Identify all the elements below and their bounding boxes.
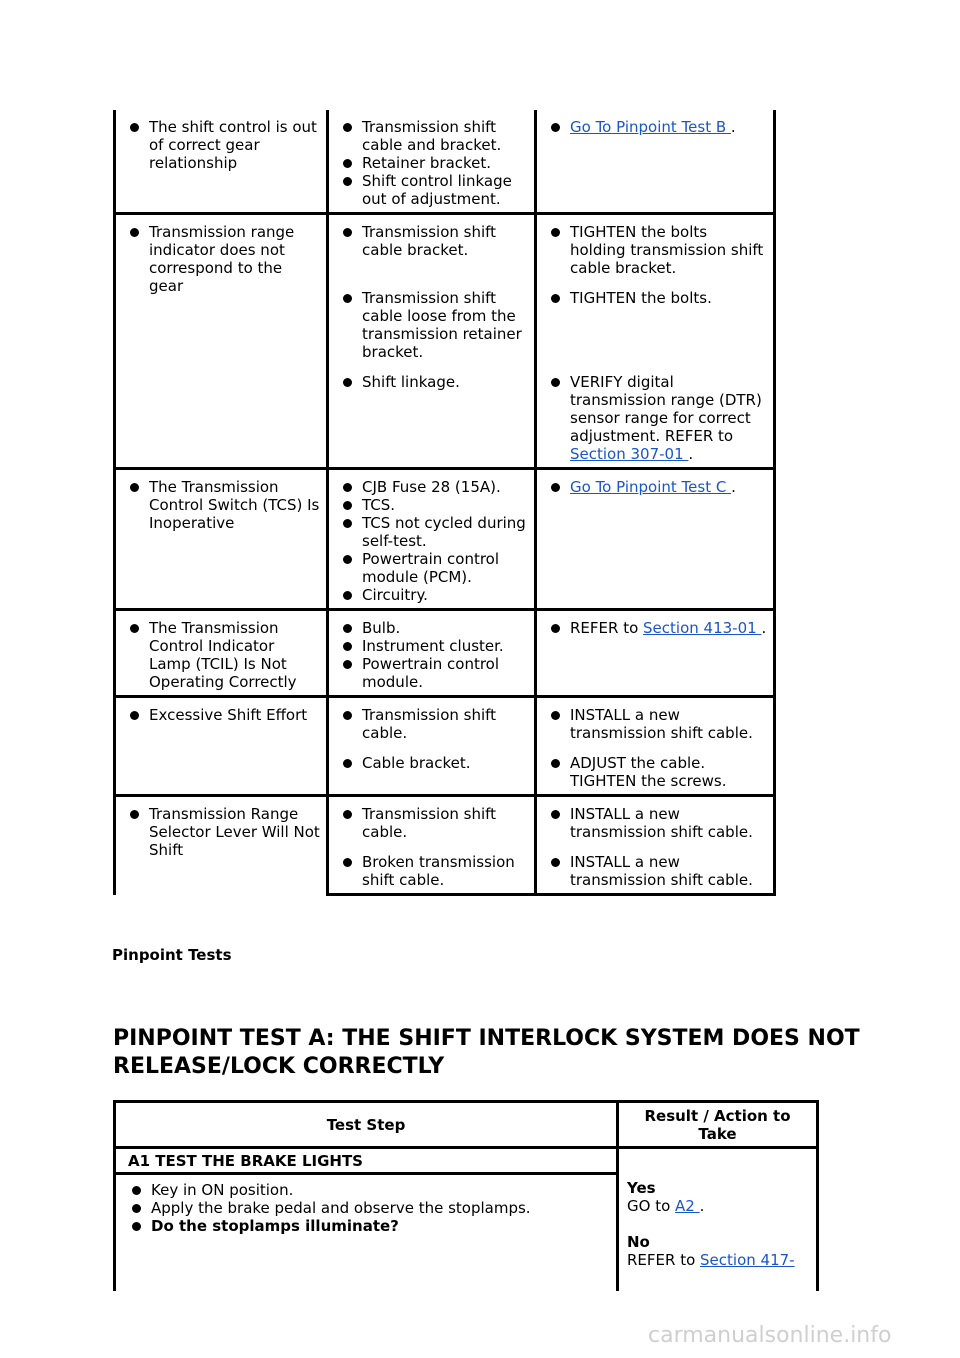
symptom-table-row <box>115 110 775 214</box>
action-cell <box>536 746 775 796</box>
cause-item: Shift control linkage out of adjustment. <box>337 172 528 208</box>
cause-item: Bulb. <box>337 619 528 637</box>
cause-item: TCS not cycled during self-test. <box>337 514 528 550</box>
cause-item: CJB Fuse 28 (15A). <box>337 478 528 496</box>
step-title-row <box>115 1148 818 1174</box>
action-item <box>545 223 767 277</box>
action-link[interactable]: Go To Pinpoint Test B <box>570 118 731 136</box>
action-item <box>545 118 767 136</box>
step-body <box>115 1174 618 1292</box>
step-title: A1 TEST THE BRAKE LIGHTS <box>115 1148 618 1174</box>
step-bullet: Do the stoplamps illuminate? <box>126 1217 606 1235</box>
action-text: TIGHTEN the bolts holding transmission shift cable bracket. <box>570 223 764 277</box>
pinpoint-test-title: PINPOINT TEST A: THE SHIFT INTERLOCK SYSTEM DOES NOT RELEASE/LOCK CORRECTLY <box>113 1026 860 1079</box>
watermark: carmanualsonline.info <box>648 1323 892 1348</box>
cause-cell <box>328 110 536 214</box>
action-cell <box>536 697 775 747</box>
test-step-header: Test Step <box>115 1102 618 1148</box>
cause-item: Powertrain control module (PCM). <box>337 550 528 586</box>
cause-item: Transmission shift cable. <box>337 706 528 742</box>
cause-cell <box>328 281 536 365</box>
cause-item: Transmission shift cable. <box>337 805 528 841</box>
action-item <box>545 619 767 637</box>
symptom-chart-table <box>113 110 776 896</box>
cause-cell <box>328 214 536 282</box>
yes-action-suffix: . <box>699 1197 705 1215</box>
symptom-cell <box>115 110 328 214</box>
symptom-table-row <box>115 469 775 610</box>
action-text: TIGHTEN the bolts. <box>570 289 712 307</box>
symptom-table-row <box>115 697 775 747</box>
step-bullet-list <box>126 1181 606 1235</box>
action-text: INSTALL a new transmission shift cable. <box>570 853 753 889</box>
cause-item: Instrument cluster. <box>337 637 528 655</box>
action-cell <box>536 214 775 282</box>
cause-cell <box>328 365 536 469</box>
action-cell <box>536 365 775 469</box>
symptom-text: Transmission Range Selector Lever Will Not Shift <box>124 805 320 859</box>
symptom-text: The Transmission Control Switch (TCS) Is Inoperative <box>124 478 320 532</box>
action-cell <box>536 281 775 365</box>
action-link[interactable]: Go To Pinpoint Test C <box>570 478 732 496</box>
symptom-table-row <box>115 796 775 846</box>
action-text: . <box>731 478 736 496</box>
action-item <box>545 478 767 496</box>
action-text: ADJUST the cable. TIGHTEN the screws. <box>570 754 727 790</box>
yes-action-prefix: GO to <box>627 1197 676 1215</box>
action-item <box>545 289 767 307</box>
section-heading: Pinpoint Tests <box>112 946 232 964</box>
action-item <box>545 805 767 841</box>
symptom-text: The Transmission Control Indicator Lamp (TCIL) Is Not Operating Correctly <box>124 619 320 691</box>
action-cell <box>536 110 775 214</box>
cause-item: Powertrain control module. <box>337 655 528 691</box>
result-action-header: Result / Action to Take <box>618 1102 818 1148</box>
cause-item: Transmission shift cable loose from the transmission retainer bracket. <box>337 289 528 361</box>
cause-item: Retainer bracket. <box>337 154 528 172</box>
cause-item: Circuitry. <box>337 586 528 604</box>
cause-cell <box>328 610 536 697</box>
action-text: VERIFY digital transmission range (DTR) sensor range for correct adjustment. REFER to <box>570 373 762 445</box>
symptom-cell <box>115 697 328 796</box>
cause-item: Shift linkage. <box>337 373 528 391</box>
action-cell <box>536 469 775 610</box>
symptom-text: Excessive Shift Effort <box>124 706 320 724</box>
section-417-link[interactable]: Section 417- <box>700 1251 795 1269</box>
symptom-chart-body <box>115 110 775 895</box>
cause-item: Broken transmission shift cable. <box>337 853 528 889</box>
action-text: INSTALL a new transmission shift cable. <box>570 805 753 841</box>
symptom-table-row <box>115 610 775 697</box>
go-to-a2-link[interactable]: A2 <box>675 1197 700 1215</box>
cause-cell <box>328 469 536 610</box>
action-link[interactable]: Section 413-01 <box>643 619 762 637</box>
yes-label: Yes <box>627 1179 656 1197</box>
cause-cell <box>328 845 536 895</box>
action-cell <box>536 610 775 697</box>
cause-item: Cable bracket. <box>337 754 528 772</box>
no-action <box>627 1251 808 1269</box>
action-cell <box>536 845 775 895</box>
symptom-text: The shift control is out of correct gear relationship <box>124 118 320 172</box>
cause-item: Transmission shift cable and bracket. <box>337 118 528 154</box>
cause-cell <box>328 796 536 846</box>
symptom-cell <box>115 796 328 895</box>
action-text: . <box>761 619 767 637</box>
cause-item: TCS. <box>337 496 528 514</box>
pinpoint-test-table <box>113 1100 819 1291</box>
action-item <box>545 754 767 790</box>
action-item <box>545 853 767 889</box>
symptom-cell <box>115 214 328 469</box>
action-text: INSTALL a new transmission shift cable. <box>570 706 753 742</box>
symptom-table-row <box>115 214 775 282</box>
no-label: No <box>627 1233 650 1251</box>
cause-cell <box>328 746 536 796</box>
pinpoint-header-row <box>115 1102 818 1148</box>
action-text: . <box>688 445 694 463</box>
action-cell <box>536 796 775 846</box>
cause-cell <box>328 697 536 747</box>
cause-item: Transmission shift cable bracket. <box>337 223 528 259</box>
no-action-prefix: REFER to <box>627 1251 701 1269</box>
step-bullet: Apply the brake pedal and observe the stoplamps. <box>126 1199 606 1217</box>
symptom-text: Transmission range indicator does not correspond to the gear <box>124 223 320 295</box>
symptom-cell <box>115 610 328 697</box>
step-bullet: Key in ON position. <box>126 1181 606 1199</box>
action-item <box>545 706 767 742</box>
symptom-cell <box>115 469 328 610</box>
action-text: . <box>730 118 736 136</box>
action-link[interactable]: Section 307-01 <box>570 445 689 463</box>
action-text: REFER to <box>570 619 644 637</box>
yes-action <box>627 1197 808 1215</box>
action-item <box>545 373 767 463</box>
result-cell <box>618 1148 818 1292</box>
